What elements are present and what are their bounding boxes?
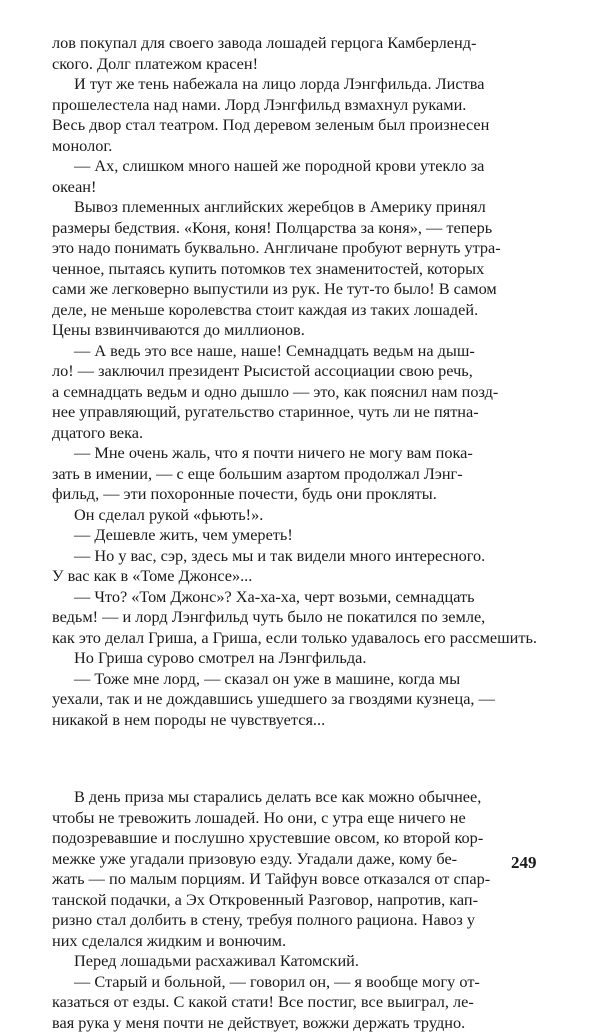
text-line: жать — по малым порциям. И Тайфун вовсе отказался от спар- — [52, 869, 552, 890]
text-line: Весь двор стал театром. Под деревом зеленым был произнесен — [52, 115, 552, 136]
text-line: — Но у вас, сэр, здесь мы и так видели много интересного. — [52, 546, 552, 567]
text-line: Вывоз племенных английских жеребцов в Америку принял — [52, 197, 552, 218]
text-line: межке уже угадали призовую езду. Угадали даже, кому бе- — [52, 849, 552, 870]
text-line: У вас как в «Томе Джонсе»... — [52, 566, 552, 587]
text-line: — Мне очень жаль, что я почти ничего не могу вам пока- — [52, 443, 552, 464]
text-line: — Тоже мне лорд, — сказал он уже в машине, когда мы — [52, 669, 552, 690]
text-line: монолог. — [52, 136, 552, 157]
text-line: а семнадцать ведьм и одно дышло — это, как пояснил нам позд- — [52, 382, 552, 403]
text-line: нее управляющий, ругательство старинное, чуть ли не пятна- — [52, 402, 552, 423]
text-line: уехали, так и не дождавшись ушедшего за гвоздями кузнеца, — — [52, 689, 552, 710]
text-line: зать в имении, — с еще большим азартом продолжал Лэнг- — [52, 464, 552, 485]
text-line: Он сделал рукой «фьють!». — [52, 505, 552, 526]
text-line: — А ведь это все наше, наше! Семнадцать ведьм на дыш- — [52, 341, 552, 362]
text-line: ризно стал долбить в стену, требуя полного рациона. Навоз у — [52, 910, 552, 931]
text-line: — Дешевле жить, чем умереть! — [52, 525, 552, 546]
text-line: И тут же тень набежала на лицо лорда Лэнгфильда. Листва — [52, 74, 552, 95]
text-line: — Ах, слишком много нашей же породной крови утекло за — [52, 156, 552, 177]
text-line: ченное, пытаясь купить потомков тех знаменитостей, которых — [52, 259, 552, 280]
text-line: фильд, — эти похоронные почести, будь они прокляты. — [52, 484, 552, 505]
text-line: чтобы не тревожить лошадей. Но они, с утра еще ничего не — [52, 808, 552, 829]
text-line: Цены взвинчиваются до миллионов. — [52, 320, 552, 341]
text-line: казаться от езды. С какой стати! Все постиг, все выиграл, ле- — [52, 992, 552, 1013]
text-line: — Что? «Том Джонс»? Ха-ха-ха, черт возьми, семнадцать — [52, 587, 552, 608]
text-line: ского. Долг платежом красен! — [52, 54, 552, 75]
text-line: океан! — [52, 177, 552, 198]
text-line: — Старый и больной, — говорил он, — я вообще могу от- — [52, 972, 552, 993]
text-line: размеры бедствия. «Коня, коня! Полцарства за коня», — теперь — [52, 218, 552, 239]
text-line: как это делал Гриша, а Гриша, если только удавалось его рассмешить. — [52, 628, 552, 649]
text-line: вая рука у меня почти не действует, вожжи держать трудно. — [52, 1013, 552, 1033]
text-line: деле, не меньше королевства стоит каждая из таких лошадей. — [52, 300, 552, 321]
text-line: это надо понимать буквально. Англичане пробуют вернуть утра- — [52, 238, 552, 259]
text-line: прошелестела над нами. Лорд Лэнгфильд взмахнул руками. — [52, 95, 552, 116]
text-line: танской подачки, а Эх Откровенный Разговор, напротив, кап- — [52, 890, 552, 911]
text-line: Но Гриша сурово смотрел на Лэнгфильда. — [52, 648, 552, 669]
page-body — [52, 33, 552, 1033]
text-line: сами же легковерно выпустили из рук. Не тут-то было! В самом — [52, 279, 552, 300]
page-number: 249 — [511, 853, 537, 873]
text-line: подозревавшие и послушно хрустевшие овсом, ко второй кор- — [52, 828, 552, 849]
text-line: Перед лошадьми расхаживал Катомский. — [52, 951, 552, 972]
section-break — [52, 730, 552, 787]
text-line: лов покупал для своего завода лошадей герцога Камберленд- — [52, 33, 552, 54]
text-line: них сделался жидким и вонючим. — [52, 931, 552, 952]
text-line: ведьм! — и лорд Лэнгфильд чуть было не покатился по земле, — [52, 607, 552, 628]
text-line: В день приза мы старались делать все как можно обычнее, — [52, 787, 552, 808]
text-line: никакой в нем породы не чувствуется... — [52, 710, 552, 731]
text-line: ло! — заключил президент Рысистой ассоциации свою речь, — [52, 361, 552, 382]
text-line: дцатого века. — [52, 423, 552, 444]
